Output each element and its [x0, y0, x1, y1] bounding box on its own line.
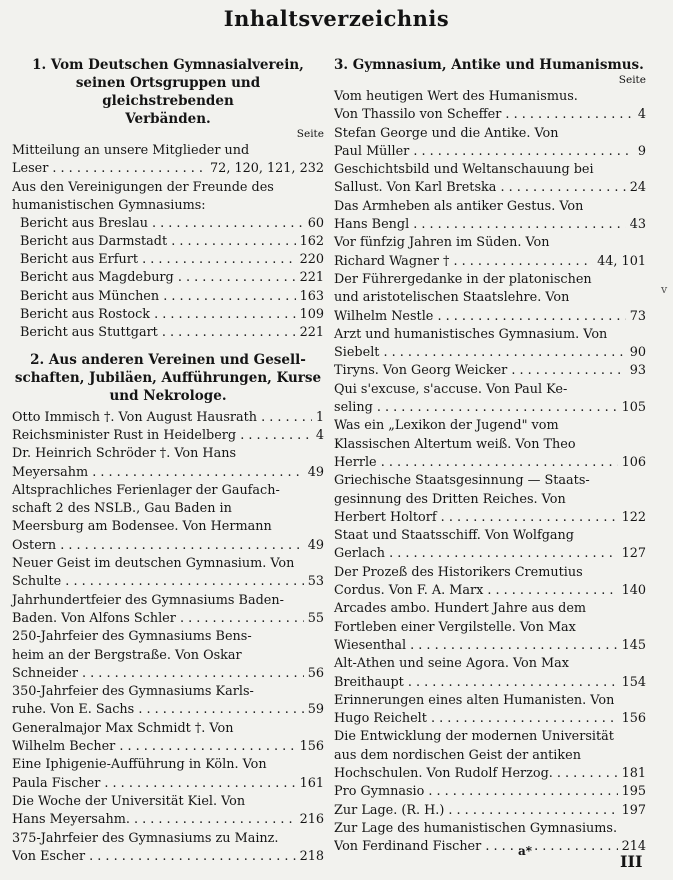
- entry-title: ruhe. Von E. Sachs . . .: [12, 701, 304, 719]
- toc-entry: [12, 756, 324, 793]
- toc-entry: [12, 251, 324, 269]
- toc-entry: [12, 142, 324, 179]
- entry-page: 55: [307, 610, 324, 626]
- entry-line: Arcades ambo. Hundert Jahre aus dem: [334, 601, 587, 617]
- entry-line: Geschichtsbild und Weltanschauung bei: [334, 162, 594, 178]
- section3-list: [334, 88, 646, 856]
- entry-page: 1: [315, 409, 324, 425]
- entry-page: 181: [621, 765, 646, 781]
- toc-entry: [334, 88, 646, 125]
- entry-line: Alt-Athen und seine Agora. Von Max: [334, 656, 569, 672]
- entry-title: Zur Lage. (R. H.) . . .: [334, 802, 618, 820]
- entry-title: Paula Fischer . . .: [12, 775, 296, 793]
- section2-list: [12, 409, 324, 866]
- entry-page: 221: [299, 325, 324, 341]
- entry-title: Gerlach . . .: [334, 545, 618, 563]
- toc-entry: [334, 234, 646, 271]
- entry-page: 156: [621, 711, 646, 727]
- entry-page: 140: [621, 583, 646, 599]
- entry-line: Vor fünfzig Jahren im Süden. Von: [334, 235, 550, 251]
- entry-page: 161: [299, 775, 324, 791]
- entry-line: Klassischen Altertum weiß. Von Theo: [334, 436, 576, 452]
- section2-heading: [12, 351, 324, 405]
- section2-heading-line: 2. Aus anderen Vereinen und Gesell-: [30, 351, 306, 368]
- entry-page: 43: [629, 217, 646, 233]
- entry-page: 4: [637, 107, 646, 123]
- entry-title: Bericht aus Magdeburg . . .: [20, 269, 296, 287]
- seite-label: Seite: [618, 74, 646, 86]
- entry-title: Siebelt . . .: [334, 344, 626, 362]
- toc-entry: [12, 427, 324, 445]
- toc-entry: [12, 830, 324, 867]
- entry-line: Staat und Staatsschiff. Von Wolfgang: [334, 528, 574, 544]
- toc-entry: [334, 161, 646, 198]
- entry-title: Leser . . .: [12, 160, 206, 178]
- entry-page: 72, 120, 121, 232: [210, 161, 324, 177]
- entry-title: Bericht aus Darmstadt . . .: [20, 233, 296, 251]
- entry-page: 56: [307, 665, 324, 681]
- entry-line: Die Entwicklung der modernen Universität: [334, 729, 614, 745]
- subheading-line: Aus den Vereinigungen der Freunde des: [12, 179, 274, 195]
- entry-page: 44, 101: [597, 253, 646, 269]
- entry-line: Erinnerungen eines alten Humanisten. Von: [334, 692, 615, 708]
- entry-page: 195: [621, 784, 646, 800]
- entry-line: aus dem nordischen Geist der antiken: [334, 747, 581, 763]
- section1-heading-line: 1. Vom Deutschen Gymnasialverein,: [32, 57, 304, 73]
- toc-entry: [12, 555, 324, 592]
- entry-line: Qui s'excuse, s'accuse. Von Paul Ke-: [334, 381, 568, 397]
- entry-page: 105: [621, 400, 646, 416]
- entry-page: 93: [629, 363, 646, 379]
- toc-entry: [334, 692, 646, 729]
- entry-title: Richard Wagner † . . .: [334, 253, 593, 271]
- entry-page: 220: [299, 252, 324, 268]
- toc-entry: [334, 271, 646, 326]
- entry-page: 49: [307, 464, 324, 480]
- entry-line: Zur Lage des humanistischen Gymnasiums.: [334, 820, 618, 836]
- toc-entry: [334, 802, 646, 820]
- entry-line: Jahrhundertfeier des Gymnasiums Baden-: [12, 592, 284, 608]
- entry-page: 24: [629, 180, 646, 196]
- entry-title: Hans Bengl . . .: [334, 216, 626, 234]
- toc-entry: [12, 793, 324, 830]
- entry-line: und aristotelischen Staatslehre. Von: [334, 290, 570, 306]
- entry-page: 73: [629, 308, 646, 324]
- toc-entry: [12, 409, 324, 427]
- entry-title: Bericht aus Breslau . . .: [20, 215, 304, 233]
- toc-entry: [334, 783, 646, 801]
- toc-entry: [12, 445, 324, 482]
- entry-title: Sallust. Von Karl Bretska . . .: [334, 179, 626, 197]
- toc-entry: [334, 564, 646, 601]
- toc-entry: [334, 600, 646, 655]
- entry-page: 197: [621, 802, 646, 818]
- page-title: Inhaltsverzeichnis: [223, 6, 450, 31]
- margin-mark: v: [661, 283, 668, 296]
- toc-entry: [12, 306, 324, 324]
- entry-page: 214: [621, 839, 646, 855]
- entry-line: Fortleben einer Vergilstelle. Von Max: [334, 619, 576, 635]
- toc-entry: [334, 417, 646, 472]
- entry-title: Cordus. Von F. A. Marx . . .: [334, 582, 618, 600]
- entry-title: Meyersahm . . .: [12, 464, 304, 482]
- entry-page: 122: [621, 509, 646, 525]
- entry-title: Von Escher . . .: [12, 848, 296, 866]
- entry-page: 4: [315, 427, 324, 443]
- toc-entry: [334, 728, 646, 783]
- entry-line: Generalmajor Max Schmidt †. Von: [12, 720, 234, 736]
- entry-line: 350-Jahrfeier des Gymnasiums Karls-: [12, 684, 254, 700]
- toc-entry: [12, 324, 324, 342]
- right-column: [334, 56, 646, 856]
- toc-entry: [334, 820, 646, 857]
- entry-page: 59: [307, 702, 324, 718]
- toc-entry: [334, 198, 646, 235]
- entry-title: Hans Meyersahm. . . .: [12, 811, 296, 829]
- entry-page: 90: [629, 345, 646, 361]
- section2-heading-line: schaften, Jubiläen, Aufführungen, Kurse: [14, 369, 322, 386]
- entry-page: 109: [299, 307, 324, 323]
- toc-entry: [334, 527, 646, 564]
- entry-title: Herbert Holtorf . . .: [334, 509, 618, 527]
- entry-title: Wilhelm Nestle . . .: [334, 308, 626, 326]
- berichte-list: [12, 215, 324, 343]
- toc-entry: [334, 125, 646, 162]
- section1-heading-line: seinen Ortsgruppen und gleichstrebenden: [75, 75, 261, 109]
- entry-title: Bericht aus Stuttgart . . .: [20, 324, 296, 342]
- entry-page: 53: [307, 574, 324, 590]
- entry-page: 216: [299, 812, 324, 828]
- entry-line: heim an der Bergstraße. Von Oskar: [12, 647, 242, 663]
- section1-heading-line: Verbänden.: [125, 111, 211, 127]
- entry-page: 145: [621, 637, 646, 653]
- entry-line: 375-Jahrfeier des Gymnasiums zu Mainz.: [12, 830, 279, 846]
- entry-title: Bericht aus Rostock . . .: [20, 306, 296, 324]
- entry-line: Der Prozeß des Historikers Cremutius: [334, 564, 583, 580]
- entry-title: Wilhelm Becher . . .: [12, 738, 296, 756]
- entry-line: Mitteilung an unsere Mitglieder und: [12, 143, 250, 158]
- entry-line: 250-Jahrfeier des Gymnasiums Bens-: [12, 629, 252, 645]
- toc-entry: [12, 628, 324, 683]
- toc-entry: [12, 233, 324, 251]
- toc-entry: [12, 592, 324, 629]
- entry-title: seling . . .: [334, 399, 618, 417]
- toc-entry: [12, 482, 324, 555]
- entry-line: Dr. Heinrich Schröder †. Von Hans: [12, 446, 237, 462]
- section3-heading: 3. Gymnasium, Antike und Humanismus.: [334, 57, 644, 73]
- entry-page: 162: [299, 233, 324, 249]
- toc-entry: [334, 472, 646, 527]
- entry-title: Tiryns. Von Georg Weicker . . .: [334, 362, 626, 380]
- entry-page: 156: [299, 739, 324, 755]
- entry-title: Hochschulen. Von Rudolf Herzog. . . .: [334, 765, 618, 783]
- entry-page: 218: [299, 848, 324, 864]
- entry-page: 49: [307, 537, 324, 553]
- entry-line: Das Armheben als antiker Gestus. Von: [334, 198, 584, 214]
- entry-title: Schneider . . .: [12, 665, 304, 683]
- entry-title: Von Thassilo von Scheffer . . .: [334, 106, 634, 124]
- entry-line: gesinnung des Dritten Reiches. Von: [334, 491, 566, 507]
- entry-line: Altsprachliches Ferienlager der Gaufach-: [12, 482, 280, 498]
- toc-entry: [334, 655, 646, 692]
- vereinigungen-heading: [12, 179, 324, 215]
- section1-heading: [12, 56, 324, 128]
- toc-entry: [334, 326, 646, 363]
- entry-line: Der Führergedanke in der platonischen: [334, 271, 592, 287]
- entry-line: schaft 2 des NSLB., Gau Baden in: [12, 501, 232, 517]
- entry-line: Was ein „Lexikon der Jugend" vom: [334, 418, 559, 434]
- toc-entry: [12, 269, 324, 287]
- toc-entry: [12, 288, 324, 306]
- entry-line: Die Woche der Universität Kiel. Von: [12, 793, 246, 809]
- entry-title: Ostern . . .: [12, 537, 304, 555]
- subheading-line: humanistischen Gymnasiums:: [12, 197, 206, 213]
- toc-entry: [334, 362, 646, 380]
- entry-line: Meersburg am Bodensee. Von Hermann: [12, 519, 272, 535]
- entry-line: Stefan George und die Antike. Von: [334, 125, 559, 141]
- entry-page: 60: [307, 215, 324, 231]
- entry-title: Baden. Von Alfons Schler . . .: [12, 610, 304, 628]
- entry-title: Otto Immisch †. Von August Hausrath . . .: [12, 409, 312, 427]
- entry-line: Eine Iphigenie-Aufführung in Köln. Von: [12, 757, 267, 773]
- entry-title: Bericht aus München . . .: [20, 288, 296, 306]
- entry-title: Bericht aus Erfurt . . .: [20, 251, 296, 269]
- entry-title: Paul Müller . . .: [334, 143, 634, 161]
- signature-mark: a*: [518, 844, 533, 858]
- seite-label: Seite: [296, 128, 324, 140]
- entry-title: Reichsminister Rust in Heidelberg . . .: [12, 427, 312, 445]
- entry-page: 106: [621, 454, 646, 470]
- entry-title: Breithaupt . . .: [334, 674, 618, 692]
- section2-heading-line: und Nekrologe.: [109, 387, 227, 404]
- entry-line: Griechische Staatsgesinnung — Staats-: [334, 473, 590, 489]
- entry-page: 154: [621, 674, 646, 690]
- entry-title: Pro Gymnasio . . .: [334, 783, 618, 801]
- entry-title: Von Ferdinand Fischer . . .: [334, 838, 618, 856]
- entry-line: Vom heutigen Wert des Humanismus.: [334, 89, 578, 104]
- entry-page: 163: [299, 288, 324, 304]
- entry-page: 221: [299, 270, 324, 286]
- entry-title: Schulte . . .: [12, 573, 304, 591]
- entry-page: 127: [621, 546, 646, 562]
- left-column: [12, 56, 324, 866]
- entry-line: Arzt und humanistisches Gymnasium. Von: [334, 326, 608, 342]
- toc-entry: [12, 720, 324, 757]
- entry-page: 9: [637, 143, 646, 159]
- entry-title: Hugo Reichelt . . .: [334, 710, 618, 728]
- entry-title: Herrle . . .: [334, 454, 618, 472]
- page-number: III: [620, 852, 643, 871]
- entry-title: Wiesenthal . . .: [334, 637, 618, 655]
- toc-entry: [12, 215, 324, 233]
- toc-entry: [12, 683, 324, 720]
- entry-line: Neuer Geist im deutschen Gymnasium. Von: [12, 556, 295, 572]
- toc-entry: [334, 381, 646, 418]
